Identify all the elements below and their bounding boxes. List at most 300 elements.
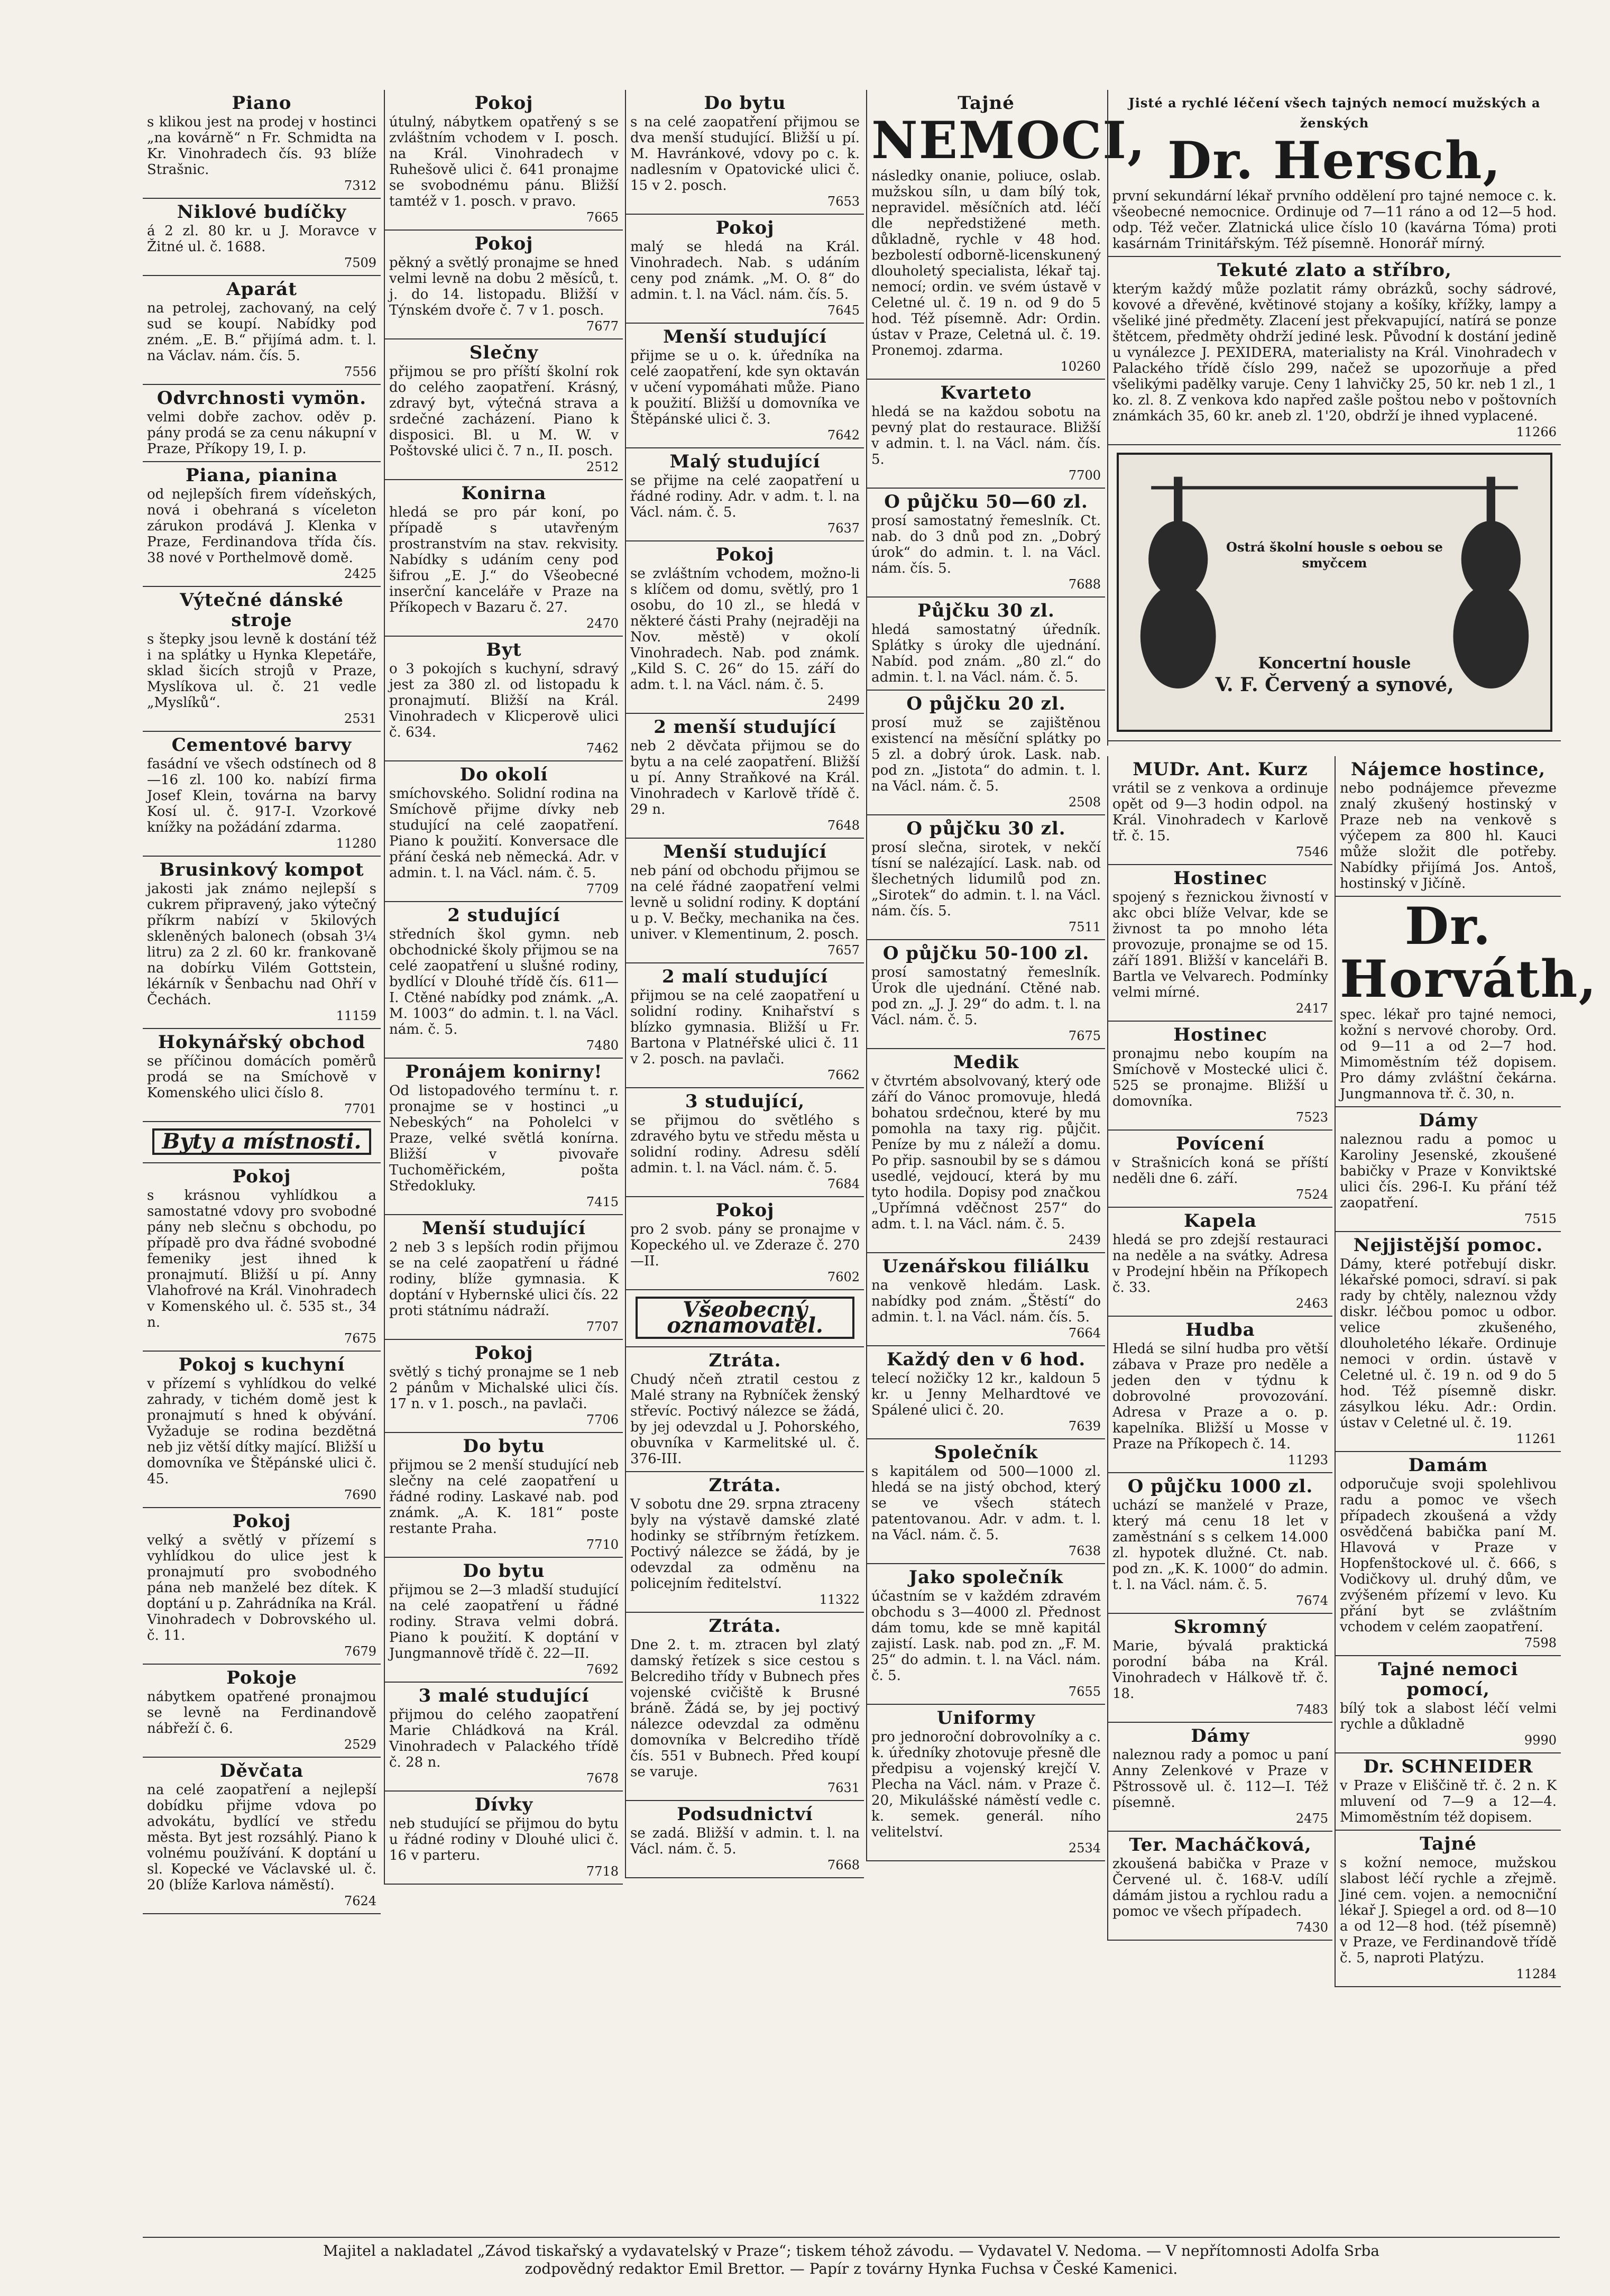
ad-number: 7675 bbox=[344, 1331, 376, 1346]
advertisement bbox=[626, 1613, 864, 1801]
advertisement bbox=[626, 963, 864, 1088]
advertisement bbox=[626, 215, 864, 324]
advertisement bbox=[1336, 896, 1597, 1107]
advertisement bbox=[626, 324, 864, 448]
ad-heading: Pokoj bbox=[232, 1511, 291, 1532]
ad-number: 7684 bbox=[827, 1177, 860, 1191]
ad-heading: 2 menší studující bbox=[654, 717, 836, 738]
ad-number: 7668 bbox=[827, 1858, 860, 1872]
ad-text: zkoušená babička v Praze v Červené ul. č. 168-V. udílí dámám jistou a rychlou radu a pomoc ve všech případech. bbox=[1112, 1856, 1328, 1920]
ad-heading: 3 studující, bbox=[685, 1091, 805, 1112]
advertisement bbox=[1108, 1473, 1332, 1614]
advertisement bbox=[867, 1439, 1105, 1564]
ad-heading: Menší studující bbox=[663, 326, 827, 347]
ad-number: 7645 bbox=[827, 303, 860, 318]
advertisement bbox=[626, 839, 864, 963]
ad-number: 2425 bbox=[344, 566, 376, 581]
advertisement bbox=[385, 902, 623, 1059]
advertisement bbox=[867, 1346, 1105, 1439]
ad-text: neb 2 děvčata přijmou se do bytu a na celé zaopatření. Bližší u pí. Anny Straňkové na Král. Vinohradech v Karlově třídě č. 29 n. bbox=[630, 738, 860, 818]
ad-number: 7710 bbox=[586, 1537, 619, 1552]
ad-text: s štepky jsou levně k dostání též i na splátky u Hynka Klepetáře, sklad šicích strojů v Praze, Myslíkova ul. č. 21 vedle „Myslíků“. bbox=[147, 631, 376, 711]
ad-number: 7701 bbox=[344, 1101, 376, 1116]
ad-text: 2 neb 3 s lepších rodin přijmou se na celé zaopatření u řádné rodiny, blíže gymnasia. K doptání v Hybernské ulici čís. 22 proti státnímu nádraží. bbox=[389, 1239, 619, 1319]
ad-text: naleznou radu a pomoc u Karoliny Jesenské, zkoušené babičky v Praze v Konviktské ulici čís. 296-I. Ku přání též zaopatření. bbox=[1340, 1132, 1557, 1211]
column-3 bbox=[625, 90, 864, 1878]
ad-number: 7664 bbox=[1068, 1326, 1101, 1340]
ad-heading: Tajné bbox=[958, 93, 1015, 114]
ad-heading-large: Dr. Hersch, bbox=[1167, 131, 1502, 190]
ad-number: 7637 bbox=[827, 521, 860, 536]
ad-heading: Pokoj bbox=[232, 1166, 291, 1187]
ad-text: v Praze v Eliščině tř. č. 2 n. K mluvení od 7—9 a 12—4. Mimoměstním též dopisem. bbox=[1340, 1778, 1557, 1825]
ad-heading: Menší studující bbox=[422, 1218, 586, 1239]
advertisement bbox=[143, 1665, 381, 1758]
ad-text: přijmou se pro příští školní rok do celého zaopatření. Krásný, zdravý byt, výtečná strava a srdečné zacházení. Piano k disposici. Bl. u M. W. v Poštovské ulici č. 7 n., II. posch. bbox=[389, 364, 619, 459]
ad-heading: O půjčku 1000 zl. bbox=[1127, 1476, 1313, 1497]
ad-text: spojený s řeznickou živností v akc obci blíže Velvar, kde se živnost ta po mnoho léta provozuje, pronajme se od 15. září 1891. Bližší v kanceláři B. Bartla ve Velvarech. Podmínky velmi mírné. bbox=[1112, 889, 1328, 1000]
ad-text: světlý s tichý pronajme se 1 neb 2 pánům v Michalské ulici čís. 17 n. v 1. posch., na pavlači. bbox=[389, 1364, 619, 1412]
advertisement bbox=[143, 1508, 381, 1665]
ad-number: 7653 bbox=[827, 194, 860, 209]
advertisement bbox=[1108, 257, 1561, 445]
column-4 bbox=[866, 90, 1146, 1861]
ad-text: velký a světlý v přízemí s vyhlídkou do ulice jest k pronajmutí pro svobodného pána neb manželé bez dítek. K doptání u p. Zahrádníka na Král. Vinohradech v Dobrovského ul. č. 11. bbox=[147, 1532, 376, 1643]
ad-text: se zvláštním vchodem, možno-li s klíčem od domu, světlý, pro 1 osobu, do 10 zl., se hledá v některé části Prahy (nejraději na Nov. městě) v okolí Vinohradech. Nab. pod známk. „Kild S. C. 26“ do 15. září do adm. t. l. na Václ. nám. č. 5. bbox=[630, 566, 860, 693]
ad-text: se zadá. Bližší v admin. t. l. na Václ. nám. č. 5. bbox=[630, 1825, 860, 1857]
ad-number: 7700 bbox=[1068, 468, 1101, 483]
advertisement bbox=[1108, 1317, 1332, 1473]
ad-heading: Pokoj bbox=[715, 217, 775, 238]
ad-number: 7648 bbox=[827, 818, 860, 833]
ad-text: jakosti jak známo nejlepší s cukrem připravený, jako výtečný příkrm nabízí v 5kilových skleněných balonech (obsah 3¼ litru) za 2 zl. 60 kr. frankovaně na dobírku Vilém Gottstein, lékárník v Šenbachu nad Ohří v Čechách. bbox=[147, 881, 376, 1008]
ad-text: nábytkem opatřené pronajmou se levně na Ferdinandově nábřeží č. 6. bbox=[147, 1689, 376, 1737]
advertisement bbox=[143, 732, 381, 857]
ad-number: 7642 bbox=[827, 428, 860, 443]
ad-heading: Aparát bbox=[226, 279, 297, 300]
ad-number: 7638 bbox=[1068, 1544, 1101, 1558]
ad-text: následky onanie, poliuce, oslab. mužskou síln, u dam bílý tok, nepravidel. měsíčních atd. léčí dle nepředstižené meth. důkladně, rychle v 48 hod. bezbolestí odborně-licenskunený dlouholetý specialista, lékař taj. nemocí; ordin. ve svém ústavě v Celetné ul. č. 19 n. od 9 do 5 hod. Též písemně. Adr: Ordin. ústav v Praze, Celetná ul. č. 19. Pronemoj. zdarma. bbox=[871, 168, 1101, 359]
advertisement bbox=[1336, 756, 1561, 897]
ad-heading: Niklové budíčky bbox=[177, 201, 347, 223]
ad-heading: Hostinec bbox=[1173, 1024, 1267, 1045]
ad-text: Marie, bývalá praktická porodní bába na Král. Vinohradech v Hálkově tř. č. 18. bbox=[1112, 1638, 1328, 1702]
ad-heading: Uniformy bbox=[936, 1707, 1036, 1729]
ad-text: první sekundární lékař prvního oddělení pro tajné nemoce c. k. všeobecné nemocnice. Ordinuje od 7—11 ráno a od 12—5 hod. odp. Též večer. Zlatnická ulice číslo 10 (kavárna Tóma) proti kasárnám Trinitářským. Též písemně. Honorář mírný. bbox=[1112, 188, 1557, 252]
advertisement bbox=[626, 1197, 864, 1290]
ad-heading: Uzenářskou filiálku bbox=[882, 1256, 1090, 1277]
ad-heading: Jisté a rychlé léčení všech tajných nemocí mužských a ženských bbox=[1128, 95, 1541, 131]
ad-text: s klikou jest na prodej v hostinci „na kovárně“ n Fr. Schmidta na Kr. Vinohradech čís. 93 blíže Strašnic. bbox=[147, 114, 376, 178]
ad-number: 7480 bbox=[586, 1038, 619, 1053]
advertisement bbox=[1336, 1831, 1561, 1987]
ad-text: nebo podnájemce převezme znalý zkušený hostinský v Praze neb na venkově s výčepem za 800 hl. Kauci může složit dle potřeby. Nabídky přijímá Jos. Antoš, hostinský v Jičíně. bbox=[1340, 780, 1557, 892]
ad-heading: Pronájem konirny! bbox=[405, 1061, 603, 1082]
ad-text: pronajmu nebo koupím na Smíchově v Mostecké ulici č. 525 se pronajme. Bližší u domovníka. bbox=[1112, 1046, 1328, 1109]
ad-text: smíchovského. Solidní rodina na Smíchově přijme dívky neb studující na celé zaopatření. Piano k použití. Konversace dle přání česká neb německá. Adr. v admin. t. l. na Václ. nám. č. 5. bbox=[389, 786, 619, 881]
advertisement bbox=[385, 1433, 623, 1558]
ad-text: přijmou do celého zaopatření Marie Chládková na Král. Vinohradech v Palackého třídě č. 28 n. bbox=[389, 1707, 619, 1770]
ad-number: 11266 bbox=[1516, 425, 1557, 439]
advertisement bbox=[1336, 1232, 1561, 1452]
ad-heading: Cementové barvy bbox=[171, 734, 352, 756]
section-heading: Byty a místnosti. bbox=[152, 1128, 371, 1155]
ad-number: 7509 bbox=[344, 255, 376, 270]
ad-heading: Konirna bbox=[461, 483, 547, 504]
advertisement bbox=[867, 1705, 1105, 1861]
ad-text: přijmou se 2 menší studující neb slečny na celé zaopatření u řádné rodiny. Laskavé nab. pod známk. „A. K. 181“ poste restante Praha. bbox=[389, 1457, 619, 1537]
ad-heading-large: Dr. Horváth, bbox=[1340, 896, 1597, 1009]
advertisement bbox=[143, 1029, 381, 1122]
advertisement bbox=[626, 714, 864, 839]
ad-heading: Výtečné dánské stroje bbox=[180, 590, 344, 631]
ad-number: 11293 bbox=[1287, 1453, 1328, 1467]
ad-number: 7688 bbox=[1068, 577, 1101, 592]
ad-text: prosí muž se zajištěnou existencí na měsíční splátky po 5 zl. a dobrý úrok. Lask. nab. pod zn. „Jistota“ do admin. t. l. na Václ. nám. č. 5. bbox=[871, 715, 1101, 794]
ad-heading: Menší studující bbox=[663, 841, 827, 862]
ad-number: 2470 bbox=[586, 616, 619, 631]
ad-number: 11284 bbox=[1516, 1967, 1557, 1981]
ad-heading: Do bytu bbox=[463, 1436, 545, 1457]
ad-number: 7598 bbox=[1524, 1636, 1557, 1650]
ad-heading: Piano bbox=[232, 93, 292, 114]
advertisement bbox=[385, 1340, 623, 1433]
ad-heading: Odvrchnosti vymön. bbox=[157, 388, 367, 409]
ad-number: 2499 bbox=[827, 693, 860, 708]
ad-number: 7312 bbox=[344, 178, 376, 193]
ad-number: 7662 bbox=[827, 1068, 860, 1082]
ad-text: kterým každý může pozlatit rámy obrázků, sochy sádrové, kovové a dřevěné, květinové stojany a košíky, křížky, lampy a všeliké jiné předměty. Zlacení jest překvapující, natírá se ponze štětcem, předměty ohdrží jediné lesk. Původní k dostání jedině u vynálezce J. PEXIDERA, materialisty na Král. Vinohradech v Palackého třídě číslo 299, načež se upozorňuje a před všelikými padělky varuje. Ceny 1 lahvičky 25, 50 kr. neb 1 zl., 1 ko. zl. 8. Z venkova kdo napřed zašle poštou nebo v poštovních známkách 35, 60 kr. aneb zl. 1'20, obdrží je ihned vyplacené. bbox=[1112, 281, 1557, 424]
ad-number: 11322 bbox=[819, 1592, 860, 1607]
ad-number: 7524 bbox=[1295, 1187, 1328, 1202]
ad-text: s na celé zaopatření přijmou se dva menší studující. Bližší u pí. M. Havránkové, vdovy po c. k. nadlesním v Opatovické ulici č. 15 v 2. posch. bbox=[630, 114, 860, 194]
ad-number: 7511 bbox=[1068, 920, 1101, 934]
ad-heading: Děvčata bbox=[219, 1760, 304, 1781]
advertisement bbox=[626, 1088, 864, 1197]
advertisement bbox=[867, 1049, 1105, 1253]
ad-text: účastním se v každém zdravém obchodu s 3—4000 zl. Přednost dám tomu, kde se mně kapitál zajistí. Lask. nab. pod zn. „F. M. 25“ do admin. t. l. na Václ. nám. č. 5. bbox=[871, 1588, 1101, 1684]
ad-heading: Do okolí bbox=[459, 764, 548, 785]
ad-heading: Brusinkový kompot bbox=[159, 859, 364, 880]
ad-text: přijme se u o. k. úředníka na celé zaopatření, kde syn oktaván v učení vypomáhati může. Piano k použití. Bližší u domovníka ve Štěpánské ulici č. 3. bbox=[630, 348, 860, 427]
ad-text: vrátil se z venkova a ordinuje opět od 9—3 hodin odpol. na Král. Vinohradech v Karlově tř. č. 15. bbox=[1112, 780, 1328, 844]
ad-heading: Do bytu bbox=[463, 1560, 545, 1582]
ad-text: prosí samostatný řemeslník. Úrok dle ujednání. Ctěné nab. pod zn. „J. J. 29“ do adm. t. l. na Václ. nám. č. 5. bbox=[871, 965, 1101, 1028]
ad-heading-large: NEMOCI, bbox=[871, 111, 1146, 170]
ad-text: hledá se pro zdejší restauraci na neděle a na svátky. Adresa v Prodejní hběin na Příkopech č. 33. bbox=[1112, 1232, 1328, 1296]
advertisement bbox=[626, 1472, 864, 1613]
ad-heading: Dámy bbox=[1191, 1725, 1250, 1747]
ad-text: neb pání od obchodu přijmou se na celé řádné zaopatření velmi levně u solidní rodiny. K doptání u p. V. Bečky, mechanika na čes. univer. v Klementinum, 2. posch. bbox=[630, 863, 860, 942]
ad-number: 7515 bbox=[1524, 1211, 1557, 1226]
ad-number: 7556 bbox=[344, 364, 376, 379]
ad-text: se příčinou domácích poměrů prodá se na Smíchově v Komenského ulici číslo 8. bbox=[147, 1053, 376, 1101]
ad-heading: Půjčku 30 zl. bbox=[917, 600, 1055, 621]
ad-text: s krásnou vyhlídkou a samostatné vdovy pro svobodné pány neb slečnu s obchodu, po případě pro dva řádné svobodné femeniky jest ihned k pronajmutí. Bližší u pí. Anny Vlahofrové na Král. Vinohradech v Komenského ul. č. 535 st., 34 n. bbox=[147, 1188, 376, 1330]
ad-number: 11280 bbox=[336, 836, 376, 851]
ad-number: 10260 bbox=[1060, 359, 1101, 374]
advertisement bbox=[143, 90, 381, 199]
advertisement bbox=[1108, 90, 1561, 257]
advertisement bbox=[1108, 1208, 1332, 1317]
advertisement bbox=[1336, 1107, 1561, 1232]
advertisement bbox=[143, 462, 381, 587]
advertisement bbox=[626, 90, 864, 215]
advertisement bbox=[143, 276, 381, 385]
advertisement bbox=[626, 541, 864, 714]
ad-text: velmi dobře zachov. oděv p. pány prodá se za cenu nákupní v Praze, Příkopy 19, I. p. bbox=[147, 409, 376, 457]
ad-heading: Jako společník bbox=[908, 1567, 1064, 1588]
ad-heading: Hudba bbox=[1185, 1319, 1255, 1340]
ad-text: pro 2 svob. pány se pronajme v Kopeckého ul. ve Zderaze č. 270—II. bbox=[630, 1222, 860, 1269]
ad-number: 2417 bbox=[1295, 1001, 1328, 1016]
advertisement bbox=[143, 385, 381, 462]
ad-heading: 3 malé studující bbox=[418, 1685, 590, 1706]
ad-number: 11261 bbox=[1516, 1431, 1557, 1446]
advertisement bbox=[385, 231, 623, 339]
ad-text: útulný, nábytkem opatřený s se zvláštním vchodem v I. posch. na Král. Vinohradech v Ruhešově ulici č. 641 pronajme se svobodnému pánu. Bližší tamtéž v 1. posch. v pravo. bbox=[389, 114, 619, 209]
ad-number: 7677 bbox=[586, 319, 619, 334]
ad-heading: Malý studující bbox=[669, 451, 821, 472]
ad-text: á 2 zl. 80 kr. u J. Moravce v Žitné ul. č. 1688. bbox=[147, 223, 376, 255]
ad-heading: 2 malí studující bbox=[661, 966, 829, 987]
ad-number: 7602 bbox=[827, 1270, 860, 1284]
advertisement bbox=[385, 637, 623, 761]
column-1 bbox=[143, 90, 381, 1914]
ad-text: Dne 2. t. m. ztracen byl zlatý damský řetízek s sice cestou s Belcrediho třídy v Bubnech přes vojenské cvičiště k Brusné bráně. Žádá se, by jej poctivý nálezce odevzdal za odměnu domovníka v Belcrediho třídě čís. 551 v Bubnech. Před koupí se varuje. bbox=[630, 1637, 860, 1780]
ad-text: hledá se pro pár koní, po případě s utavřeným prostranstvím na stav. rekvisity. Nabídky s udáním ceny pod šifrou „E. J.“ do Všeobecné inserční kanceláře v Praze na Příkopech v Bazaru č. 27. bbox=[389, 504, 619, 616]
ad-number: 7706 bbox=[586, 1412, 619, 1427]
ad-heading: Tekuté zlato a stříbro, bbox=[1217, 260, 1452, 281]
ad-number: 7430 bbox=[1295, 1920, 1328, 1935]
ad-heading: Tajné nemoci pomocí, bbox=[1378, 1659, 1519, 1700]
ad-text: středních škol gymn. neb obchodnické školy přijmou se na celé zaopatření u slušné rodiny, bydlící v Dlouhé třídě čís. 611—I. Ctěné nabídky pod známk. „A. M. 1003“ do admin. t. l. na Václ. nám. č. 5. bbox=[389, 926, 619, 1037]
advertisement bbox=[143, 1163, 381, 1352]
ad-number: 7674 bbox=[1295, 1593, 1328, 1608]
advertisement bbox=[1108, 756, 1332, 865]
ad-text: na venkově hledám. Lask. nabídky pod znám. „Štěstí“ do admin. t. l. na Václ. nám. čís. 5. bbox=[871, 1278, 1101, 1325]
ad-heading: Slečny bbox=[469, 342, 539, 363]
column-5-top bbox=[1107, 90, 1561, 746]
ad-heading: Hokynářský obchod bbox=[158, 1032, 366, 1053]
ad-number: 11159 bbox=[336, 1008, 376, 1023]
ad-heading: Byt bbox=[486, 639, 522, 660]
ad-text: spec. lékař pro tajné nemoci, kožní s nervové choroby. Ord. od 9—11 a od 2—7 hod. Mimoměstním též dopisem. Pro dámy zvláštní čekárna. Jungmannova tř. č. 30, n. bbox=[1340, 1007, 1557, 1102]
ad-number: 7707 bbox=[586, 1319, 619, 1334]
advertisement bbox=[385, 1215, 623, 1340]
ad-heading: Pokoj bbox=[474, 93, 533, 114]
ad-number: 7679 bbox=[344, 1644, 376, 1659]
advertisement bbox=[1336, 1656, 1561, 1753]
ad-heading: Medik bbox=[953, 1052, 1019, 1073]
ad-text: uchází se manželé v Praze, který má cenu 18 let v zaměstnání s s celkem 14.000 zl. hypotek dlužné. Ct. nab. pod zn. „K. K. 1000“ do admin. t. l. na Václ. nám. č. 5. bbox=[1112, 1498, 1328, 1593]
ad-number: 7483 bbox=[1295, 1702, 1328, 1717]
ad-text: v Strašnicích koná se příští neděli dne 6. září. bbox=[1112, 1155, 1328, 1187]
ad-text: Dámy, které potřebují diskr. lékařské pomoci, sdraví. si pak rady by chtěly, naleznou vždy diskr. léčbou pomoc u odbor. velice zkušeného, dlouholetého lékaře. Ordinuje nemoci v ordin. ústavě v Celetné ul. č. 19 n. od 9 do 5 hod. Též písemně diskr. zásylkou léku. Adr.: Ordin. ústav v Celetné ul. č. 19. bbox=[1340, 1256, 1557, 1431]
ad-text: naleznou rady a pomoc u paní Anny Zelenkové v Praze v Pštrossově ul. č. 112—I. Též písemně. bbox=[1112, 1747, 1328, 1811]
ad-number: 7546 bbox=[1295, 844, 1328, 859]
ad-heading: Každý den v 6 hod. bbox=[886, 1349, 1086, 1370]
ad-heading: Damám bbox=[1408, 1455, 1488, 1476]
ad-text: prosí slečna, sirotek, v nekčí tísní se nalézající. Lask. nab. od šlechetných lidumilů pod zn. „Sirotek“ do admin. t. l. na Václ. nám. čís. 5. bbox=[871, 840, 1101, 919]
ad-text: pro jednoroční dobrovolníky a c. k. úředníky zhotovuje přesně dle předpisu a vojenský krejčí V. Plecha na Václ. nám. v Praze č. 20, Mikulášské náměstí vedle c. k. semek. generál. ního velitelství. bbox=[871, 1729, 1101, 1840]
column-5-lower-right bbox=[1335, 756, 1597, 1987]
advertisement bbox=[867, 815, 1105, 940]
imprint-line-1: Majitel a nakladatel „Závod tiskařský a vydavatelský v Praze“; tiskem téhož závodu. — Vydavatel V. Nedoma. — V nepřítomnosti Adolfa Srba bbox=[323, 2242, 1379, 2260]
imprint-footer bbox=[143, 2237, 1560, 2278]
advertisement bbox=[143, 1758, 381, 1914]
advertisement bbox=[867, 1253, 1105, 1346]
ad-number: 2463 bbox=[1295, 1296, 1328, 1311]
newspaper-page bbox=[143, 90, 1597, 2226]
ad-heading: Společník bbox=[934, 1442, 1038, 1463]
ad-heading: O půjčku 50-100 zl. bbox=[882, 943, 1090, 964]
ad-text: od nejlepších firem vídeňských, nová i obehraná s víceleton zárukon prodává J. Klenka v Praze, Ferdinandova třída čís. 38 nové v Porthelmově domě. bbox=[147, 486, 376, 566]
ad-heading: MUDr. Ant. Kurz bbox=[1133, 759, 1308, 780]
advertisement bbox=[867, 489, 1105, 598]
ad-number: 7709 bbox=[586, 881, 619, 896]
ad-text: na petrolej, zachovaný, na celý sud se koupí. Nabídky pod zném. „E. B.“ přijímá adm. t. l. na Václav. nám. čís. 5. bbox=[147, 300, 376, 364]
ad-number: 7631 bbox=[827, 1780, 860, 1795]
ad-number: 7657 bbox=[827, 943, 860, 958]
ad-heading: 2 studující bbox=[447, 905, 560, 926]
advertisement bbox=[626, 1347, 864, 1472]
ad-heading: Pokoj bbox=[474, 233, 533, 254]
advertisement bbox=[1336, 1452, 1561, 1656]
ad-heading: Ztráta. bbox=[709, 1350, 781, 1371]
imprint-line-2: zodpovědný redaktor Emil Brettor. — Papír z továrny Hynka Fuchsa v České Kamenici. bbox=[525, 2260, 1178, 2277]
advertisement bbox=[385, 761, 623, 902]
advertisement bbox=[867, 598, 1105, 691]
ad-text: Od listopadového termínu t. r. pronajme se v hostinci „u Nebeských“ na Poholelci v Praze, velké světlá konírna. Bližší v pivovaře Tuchoměřickém, pošta Středokluky. bbox=[389, 1083, 619, 1194]
ad-text: přijmou se na celé zaopatření u solidní rodiny. Knihařství s blízko gymnasia. Bližší u Fr. Bartona v Platnéřské ulici č. 11 v 2. posch. na pavlači. bbox=[630, 988, 860, 1067]
advertisement bbox=[626, 1801, 864, 1878]
ad-heading: Do bytu bbox=[704, 93, 786, 114]
advertisement bbox=[385, 480, 623, 637]
ad-number: 2512 bbox=[586, 460, 619, 474]
ad-heading: Dámy bbox=[1419, 1110, 1478, 1131]
advertisement bbox=[143, 587, 381, 732]
ad-text: fasádní ve všech odstínech od 8—16 zl. 100 ko. nabízí firma Josef Klein, továrna na barvy Kosí ul. č. 917-I. Vzorkové knížky na požádání zdarma. bbox=[147, 756, 376, 835]
advertisement bbox=[385, 1683, 623, 1792]
ad-number: 7462 bbox=[586, 741, 619, 756]
ad-text: pěkný a světlý pronajme se hned velmi levně na dobu 2 měsíců, t. j. do 14. listopadu. Bližší v Týnském dvoře č. 7 v 1. posch. bbox=[389, 255, 619, 318]
ad-number: 7692 bbox=[586, 1662, 619, 1677]
ad-heading: Pokoj s kuchyní bbox=[178, 1354, 345, 1375]
advertisement bbox=[143, 199, 381, 276]
ad-number: 7665 bbox=[586, 210, 619, 225]
ad-text: se přijme na celé zaopatření u řádné rodiny. Adr. v adm. t. l. na Václ. nám. č. 5. bbox=[630, 473, 860, 520]
ad-heading: Tajné bbox=[1420, 1833, 1477, 1854]
advertisement bbox=[867, 380, 1105, 489]
ad-text: s kapitálem od 500—1000 zl. hledá se na jistý obchod, který se ve všech státech patentovanou. Adr. v adm. t. l. na Václ. nám. č. 5. bbox=[871, 1464, 1101, 1543]
ad-heading: Ztráta. bbox=[709, 1615, 781, 1637]
advertisement bbox=[1108, 1131, 1332, 1208]
ad-heading: Kapela bbox=[1184, 1210, 1257, 1232]
ad-heading: Kvarteto bbox=[940, 382, 1032, 403]
ad-text: s kožní nemoce, mužskou slabost léčí rychle a zřejmě. Jiné cem. vojen. a nemocniční lékař J. Spiegel a ord. od 8—10 a od 12—8 hod. (též písemně) v Praze, ve Ferdinandově třídě č. 5, naproti Platýzu. bbox=[1340, 1855, 1557, 1966]
ad-text: Chudý nčeň ztratil cestou z Malé strany na Rybníček ženský střevíc. Poctivý nálezce se žádá, by jej odevzdal u J. Pohorského, obuvníka v Karmelitské ul. č. 376-III. bbox=[630, 1372, 860, 1467]
ad-heading: O půjčku 20 zl. bbox=[906, 693, 1066, 714]
ad-text: V sobotu dne 29. srpna ztraceny byly na výstavě damské zlaté hodinky se stříbrným řetízkem. Poctivý nálezce se žádá, by je odevzdal za odměnu na policejním ředitelství. bbox=[630, 1496, 860, 1592]
violin-advertisement-illustration bbox=[1117, 453, 1552, 732]
advertisement bbox=[1108, 1832, 1332, 1941]
illustration-caption: V. F. Červený a synové, bbox=[1215, 674, 1454, 696]
advertisement bbox=[143, 1352, 381, 1508]
illustration-caption: Ostrá školní housle s oebou se smyčcem bbox=[1226, 539, 1443, 571]
advertisement bbox=[1108, 1723, 1332, 1832]
advertisement bbox=[1108, 1022, 1332, 1131]
advertisement bbox=[143, 857, 381, 1029]
ad-heading: Ter. Macháčková, bbox=[1129, 1834, 1312, 1856]
advertisement bbox=[1336, 1753, 1561, 1831]
ad-number: 7655 bbox=[1068, 1684, 1101, 1699]
advertisement bbox=[1108, 1614, 1332, 1723]
ad-number: 7523 bbox=[1295, 1110, 1328, 1125]
ad-heading: Nejjistější pomoc. bbox=[1353, 1235, 1543, 1256]
ad-number: 2439 bbox=[1068, 1233, 1101, 1247]
advertisement bbox=[385, 1558, 623, 1683]
ad-heading: Ztráta. bbox=[709, 1475, 781, 1496]
ad-heading: Pokoj bbox=[715, 1200, 775, 1221]
ad-heading: Pokoj bbox=[474, 1343, 533, 1364]
ad-heading: Hostinec bbox=[1173, 868, 1267, 889]
advertisement bbox=[867, 90, 1146, 380]
ad-text: telecí nožičky 12 kr., kaldoun 5 kr. u Jenny Melhardtové ve Spálené ulici č. 20. bbox=[871, 1371, 1101, 1418]
illustration-caption: Koncertní housle bbox=[1258, 654, 1411, 673]
advertisement bbox=[385, 1792, 623, 1885]
column-5-lower-left bbox=[1107, 756, 1332, 1941]
ad-heading: Povícení bbox=[1176, 1133, 1265, 1154]
advertisement bbox=[867, 1564, 1105, 1705]
ad-heading: O půjčku 30 zl. bbox=[906, 818, 1066, 839]
ad-number: 7678 bbox=[586, 1771, 619, 1786]
ad-heading: Skromný bbox=[1173, 1617, 1267, 1638]
ad-number: 2531 bbox=[344, 711, 376, 726]
advertisement bbox=[867, 691, 1105, 815]
ad-heading: Dr. SCHNEIDER bbox=[1363, 1756, 1533, 1777]
ad-heading: O půjčku 50—60 zl. bbox=[884, 491, 1088, 512]
advertisement bbox=[626, 448, 864, 541]
advertisement bbox=[626, 1290, 864, 1347]
advertisement bbox=[143, 1122, 381, 1163]
ad-number: 7639 bbox=[1068, 1419, 1101, 1434]
ad-text: přijmou se 2—3 mladší studující na celé zaopatření u řádné rodiny. Strava velmi dobrá. Piano k použití. K doptání v Jungmannově třídě č. 22—II. bbox=[389, 1582, 619, 1661]
ad-heading: Pokoje bbox=[226, 1667, 297, 1688]
ad-text: v přízemí s vyhlídkou do velké zahrady, v tichém domě jest k pronajmutí s hned k obývání. Vyžaduje se rodina bezdětná neb jiz větší dítky mající. Bližší u domovníka ve Štěpánské ulici č. 45. bbox=[147, 1376, 376, 1487]
ad-text: o 3 pokojích s kuchyní, sdravý jest za 380 zl. od listopadu k pronajmutí. Bližší na Král. Vinohradech v Klicperově ulici č. 634. bbox=[389, 661, 619, 740]
ad-text: hledá se na každou sobotu na pevný plat do restaurace. Bližší v admin. t. l. na Václ. nám. čís. 5. bbox=[871, 404, 1101, 467]
ad-text: malý se hledá na Král. Vinohradech. Nab. s udáním ceny pod známk. „M. O. 8“ do admin. t. l. na Václ. nám. čís. 5. bbox=[630, 239, 860, 302]
ad-number: 7624 bbox=[344, 1894, 376, 1908]
ad-number: 7415 bbox=[586, 1195, 619, 1209]
ad-heading: Nájemce hostince, bbox=[1350, 759, 1546, 780]
ad-number: 9990 bbox=[1524, 1733, 1557, 1748]
ad-number: 7718 bbox=[586, 1864, 619, 1879]
ad-number: 7690 bbox=[344, 1487, 376, 1502]
ad-text: na celé zaopatření a nejlepší dobídku přijme vdova po advokátu, bydlící ve středu města. Byt jest rozsáhlý. Piano k volnému používání. K doptání u sl. Kopecké ve Václavské ul. č. 20 (blíže Karlova náměstí). bbox=[147, 1782, 376, 1893]
ad-text: bílý tok a slabost léčí velmi rychle a důkladně bbox=[1340, 1701, 1557, 1732]
advertisement bbox=[1108, 865, 1332, 1022]
advertisement bbox=[385, 1059, 623, 1215]
advertisement bbox=[1108, 445, 1561, 741]
advertisement bbox=[867, 940, 1105, 1049]
ad-heading: Podsudnictví bbox=[677, 1804, 813, 1825]
ad-text: v čtvrtém absolvovaný, který ode září do Vánoc promovuje, hledá bohatou srdečnou, které by mu pomohla na taxy rig. půjčit. Peníze by mu z náleží a domu. Po přip. sasnoubil by se s dámou usedlé, vejdoucí, která by mu tyto hodila. Dopisy pod značkou „Upřímná vděčnost 257“ do adm. t. l. na Václ. nám. č. 5. bbox=[871, 1073, 1101, 1232]
ad-heading: Dívky bbox=[474, 1794, 533, 1815]
ad-heading: Pokoj bbox=[715, 544, 775, 565]
ad-number: 2534 bbox=[1068, 1841, 1101, 1856]
